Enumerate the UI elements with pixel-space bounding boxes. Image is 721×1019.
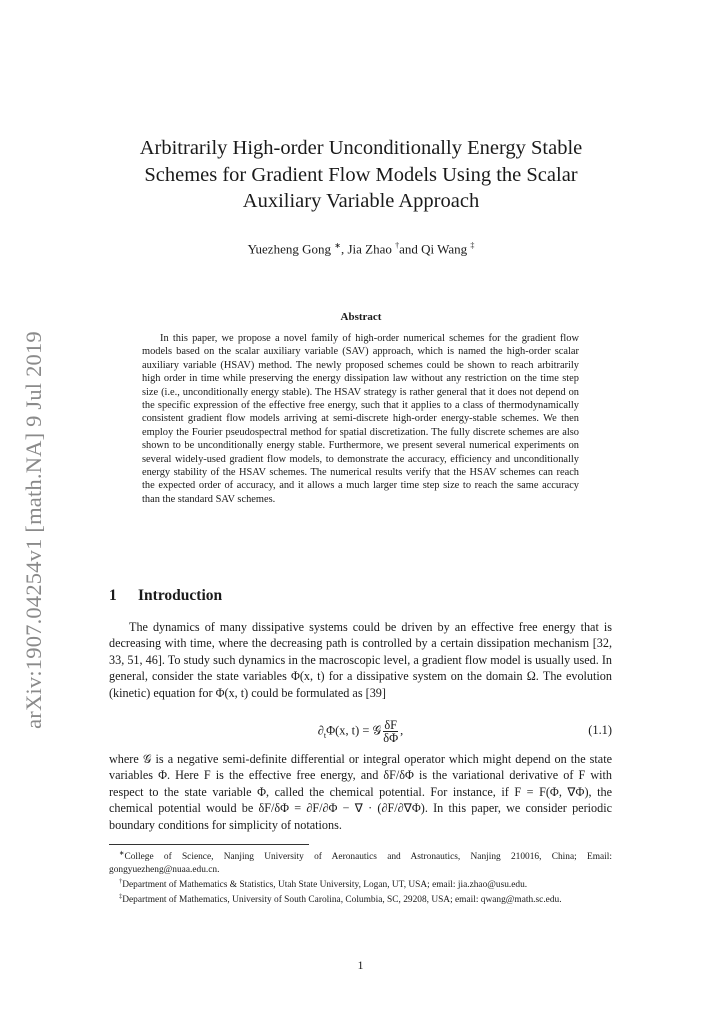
- equation-body: [109, 719, 612, 744]
- abstract-heading: Abstract: [340, 311, 382, 323]
- equation-fraction-denominator: δΦ: [383, 731, 399, 745]
- equation-fraction: [383, 719, 398, 744]
- paper-title: [110, 135, 612, 215]
- author-2: , Jia Zhao: [340, 241, 392, 257]
- footnote-2-text: Department of Mathematics & Statistics, Utah State University, Logan, UT, USA; email: jia.zhao@usu.edu.: [122, 880, 528, 891]
- author-2-mark: †: [395, 241, 400, 250]
- footnote-1: [109, 848, 612, 876]
- equation-1-1: [109, 714, 612, 748]
- equation-fraction-numerator: δF: [384, 718, 398, 732]
- author-3-mark: ‡: [470, 241, 475, 250]
- title-line-3: Auxiliary Variable Approach: [242, 190, 480, 212]
- footnotes: [109, 848, 612, 907]
- author-3: and Qi Wang: [399, 241, 468, 257]
- author-list: [110, 241, 612, 257]
- footnote-divider: [109, 844, 309, 845]
- footnote-3-mark: ‡: [119, 893, 123, 901]
- equation-number: (1.1): [588, 723, 612, 737]
- section-number: 1: [109, 587, 117, 604]
- author-1-mark: ∗: [334, 241, 341, 250]
- intro-paragraph-2: where 𝒢 is a negative semi-definite differential or integral operator which might depend on the state variables Φ. Here F is the effective free energy, and δF/δΦ is the variational derivative of F with respect to the state variable Φ, called the chemical potential. For instance, if F = F(Φ, ∇Φ), the chemical potential would be δF/δΦ = ∂F/∂Φ − ∇ · (∂F/∂∇Φ). In this paper, we consider periodic boundary conditions for simplicity of notations.: [109, 752, 612, 832]
- equation-trailing-comma: ,: [400, 723, 404, 738]
- page-number: 1: [357, 958, 364, 972]
- footnote-3-text: Department of Mathematics, University of South Carolina, Columbia, SC, 29208, USA; email: qwang@math.sc.edu.: [122, 895, 562, 906]
- title-line-1: Arbitrarily High-order Unconditionally Energy Stable: [139, 137, 583, 159]
- footnote-1-mark: ∗: [119, 850, 125, 857]
- footnote-3: [109, 891, 612, 907]
- footnote-2: [109, 876, 612, 892]
- arxiv-identifier-stamp: [14, 315, 54, 745]
- equation-lhs-rest: Φ(x, t) = 𝒢: [326, 723, 382, 738]
- intro-paragraph-1: The dynamics of many dissipative systems could be driven by an effective free energy that is decreasing with time, where the decreasing path is controlled by a certain dissipation mechanism [32, 33, 51, 46]. To study such dynamics in the macroscopic level, a gradient flow model is usually used. In general, consider the state variables Φ(x, t) for a dissipative system on the domain Ω. The evolution (kinetic) equation for Φ(x, t) could be formulated as [39]: [109, 620, 612, 700]
- title-line-2: Schemes for Gradient Flow Models Using the Scalar: [144, 163, 578, 186]
- arxiv-identifier-text: arXiv:1907.04254v1 [math.NA] 9 Jul 2019: [21, 331, 46, 729]
- footnote-2-mark: †: [119, 877, 123, 885]
- equation-lhs: ∂: [317, 723, 324, 738]
- section-heading: [109, 587, 222, 605]
- section-title: Introduction: [138, 587, 223, 604]
- author-1: Yuezheng Gong: [247, 241, 331, 257]
- footnote-1-text: College of Science, Nanjing University of Aeronautics and Astronautics, Nanjing 210016, China; Email: gongyuezheng@nuaa.edu.cn.: [109, 852, 612, 875]
- abstract-text: In this paper, we propose a novel family of high-order numerical schemes for the gradient flow models based on the scalar auxiliary variable (SAV) approach, which is named the high-order scalar auxiliary variable (HSAV) method. The newly proposed schemes could be shown to reach arbitrarily high order in time while preserving the energy dissipation law without any restriction on the time step size (i.e., unconditionally energy stable). The HSAV strategy is rather general that it does not depend on the specific expression of the effective free energy, such that it applies to a class of thermodynamically consistent gradient flow models arriving at semi-discrete high-order energy-stable schemes. We then employ the Fourier pseudospectral method for spatial discretization. The fully discrete schemes are also shown to be unconditionally energy stable. Furthermore, we present several numerical experiments on several widely-used gradient flow models, to demonstrate the accuracy, efficiency and unconditionally energy stability of the HSAV schemes. The numerical results verify that the HSAV schemes can reach the expected order of accuracy, and it allows a much larger time step size to reach the same accuracy than the standard SAV schemes.: [142, 333, 579, 505]
- equation-lhs-subscript: t: [323, 730, 327, 740]
